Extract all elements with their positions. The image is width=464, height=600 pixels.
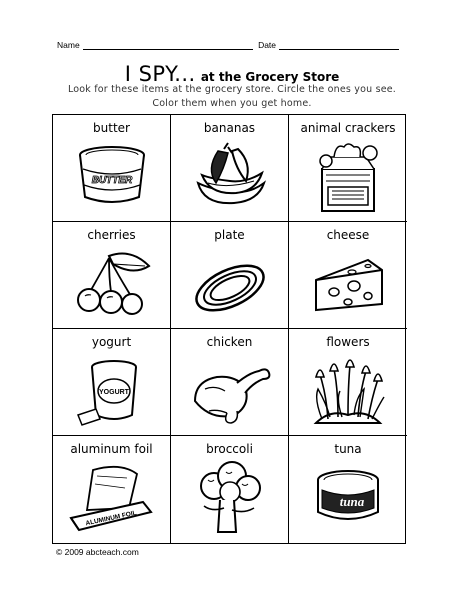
- worksheet-title: [0, 62, 464, 86]
- item-label: cheese: [326, 228, 370, 242]
- item-label: chicken: [206, 335, 253, 349]
- broccoli-icon: [190, 460, 270, 536]
- aluminum-foil-text: ALUMINUM FOIL: [84, 509, 137, 528]
- item-cell-yogurt[interactable]: [53, 329, 171, 436]
- item-cell-aluminum-foil[interactable]: [53, 436, 171, 543]
- item-cell-bananas[interactable]: [171, 115, 289, 222]
- item-label: flowers: [326, 335, 370, 349]
- item-cell-cherries[interactable]: [53, 222, 171, 329]
- item-label: yogurt: [91, 335, 132, 349]
- yogurt-cup-text: YOGURT: [98, 389, 129, 396]
- item-cell-cheese[interactable]: [289, 222, 407, 329]
- item-label: cherries: [87, 228, 136, 242]
- item-cell-broccoli[interactable]: [171, 436, 289, 543]
- item-cell-tuna[interactable]: [289, 436, 407, 543]
- name-date-line: [57, 40, 407, 50]
- item-label: aluminum foil: [70, 442, 153, 456]
- flowers-icon: [306, 353, 390, 429]
- item-label: animal crackers: [300, 121, 396, 135]
- item-label: broccoli: [206, 442, 253, 456]
- name-label: Name: [57, 40, 80, 50]
- date-label: Date: [258, 40, 277, 50]
- item-label: tuna: [334, 442, 362, 456]
- cheese-wedge-icon: [308, 246, 388, 318]
- item-cell-flowers[interactable]: [289, 329, 407, 436]
- butter-tub-icon: [72, 139, 152, 211]
- instructions-line-2: Color them when you get home.: [152, 98, 312, 109]
- title-main: I SPY...: [124, 62, 196, 86]
- instructions-line-1: Look for these items at the grocery store. Circle the ones you see.: [67, 84, 397, 95]
- item-cell-chicken[interactable]: [171, 329, 289, 436]
- item-cell-plate[interactable]: [171, 222, 289, 329]
- item-label: bananas: [203, 121, 256, 135]
- plate-icon: [188, 246, 272, 318]
- cherries-icon: [69, 246, 155, 318]
- bananas-icon: [188, 139, 272, 211]
- item-cell-animal-crackers[interactable]: [289, 115, 407, 222]
- date-blank[interactable]: [279, 40, 399, 50]
- item-cell-butter[interactable]: [53, 115, 171, 222]
- name-blank[interactable]: [83, 40, 253, 50]
- yogurt-cup-icon: [72, 353, 152, 429]
- roast-chicken-icon: [187, 353, 273, 425]
- title-sub: at the Grocery Store: [200, 70, 340, 84]
- copyright-footer: © 2009 abcteach.com: [56, 547, 139, 557]
- tuna-can-icon: [308, 460, 388, 530]
- items-grid: [52, 114, 406, 544]
- tuna-can-text: tuna: [339, 494, 365, 509]
- item-label: plate: [214, 228, 245, 242]
- animal-crackers-box-icon: [308, 139, 388, 215]
- item-label: butter: [93, 121, 130, 135]
- aluminum-foil-icon: [67, 460, 157, 536]
- butter-tub-text: BUTTER: [91, 175, 132, 186]
